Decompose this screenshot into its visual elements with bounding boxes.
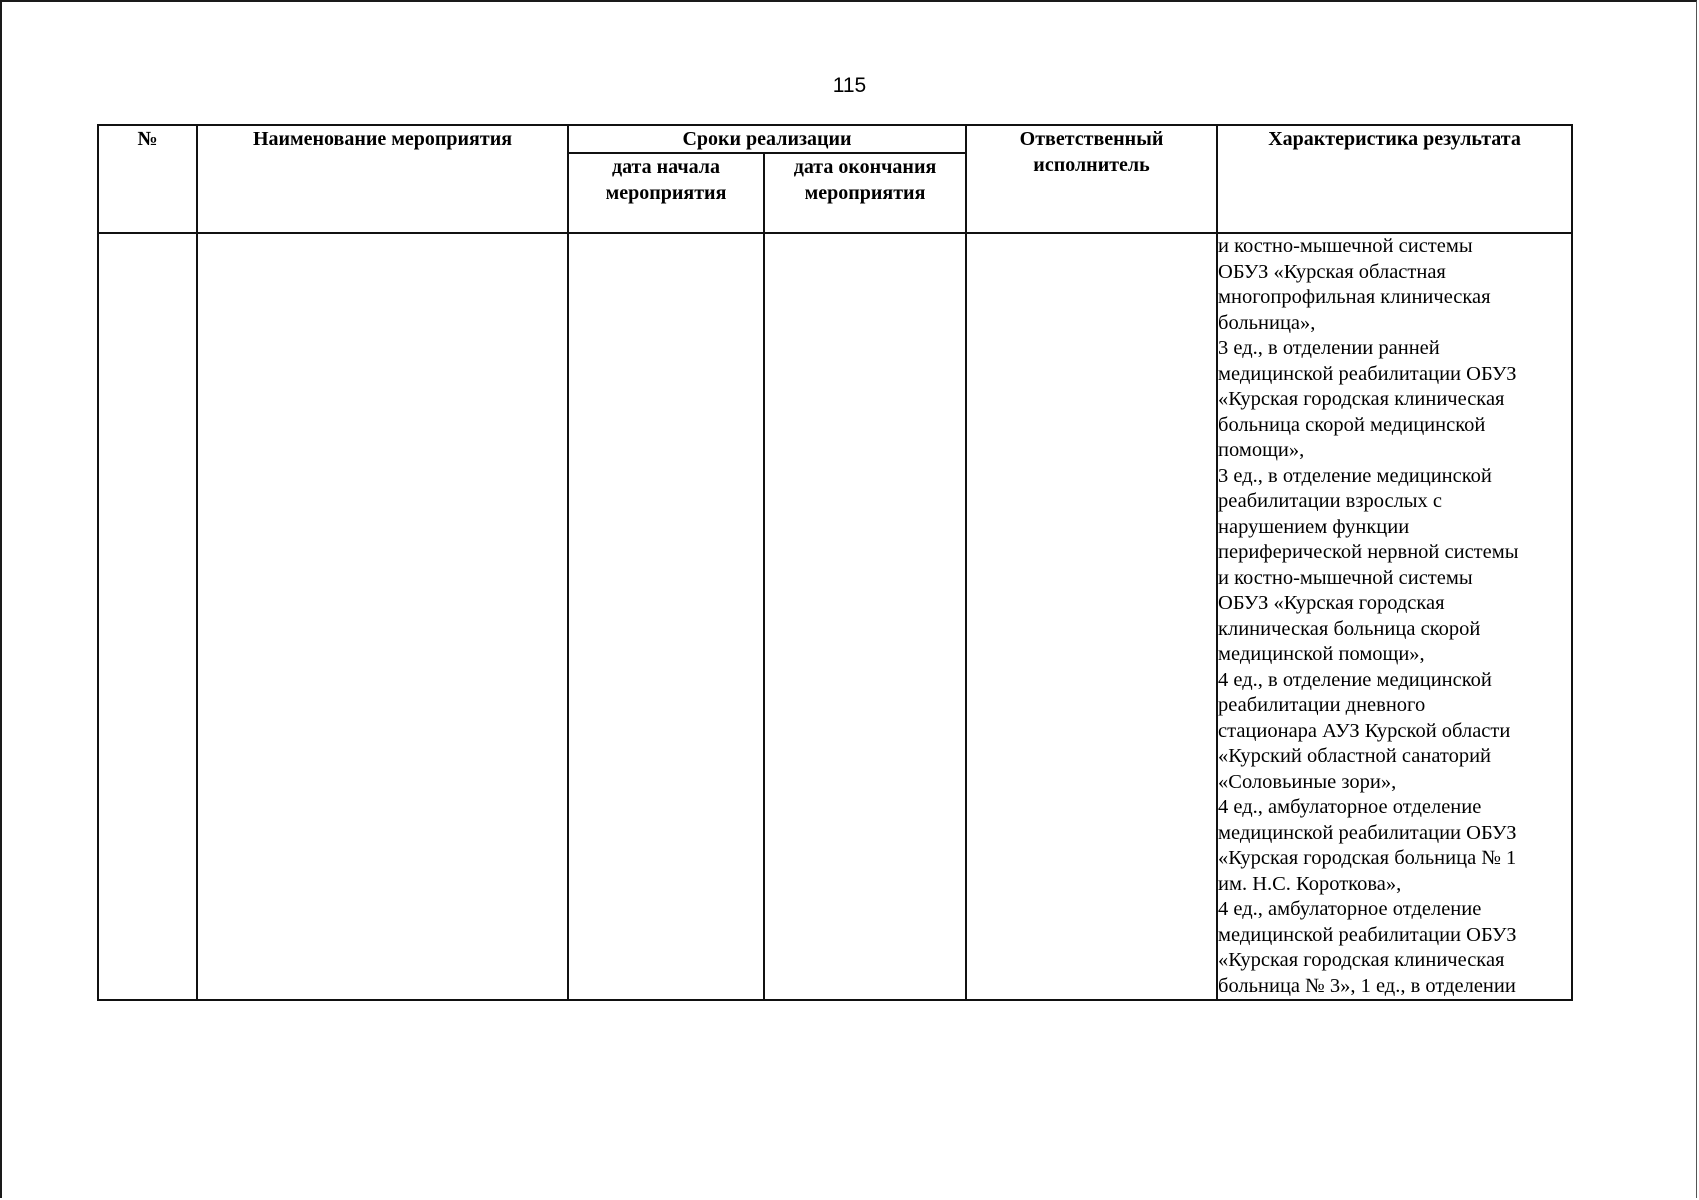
result-text-line: 3 ед., в отделение медицинской (1218, 464, 1492, 487)
result-text-line: медицинской помощи», (1218, 643, 1425, 665)
header-implementation-terms: Сроки реализации (568, 125, 966, 153)
result-text-line: медицинской реабилитации ОБУЗ (1218, 821, 1517, 844)
result-text-line: им. Н.С. Короткова», (1218, 872, 1402, 895)
result-text-line: ОБУЗ «Курская областная (1218, 260, 1446, 283)
cell-event-name (197, 233, 568, 1000)
header-result: Характеристика результата (1217, 125, 1572, 233)
result-text-line: «Курская городская клиническая (1218, 388, 1505, 410)
cell-start-date (568, 233, 764, 1000)
result-text-line: 4 ед., в отделение медицинской (1218, 668, 1492, 691)
header-event-name: Наименование мероприятия (197, 125, 568, 233)
result-text-line: медицинской реабилитации ОБУЗ (1218, 362, 1517, 385)
result-text-line: больница № 3», 1 ед., в отделении (1218, 974, 1516, 997)
result-text-line: стационара АУЗ Курской области (1218, 719, 1511, 742)
result-text-line: и костно-мышечной системы (1218, 235, 1473, 257)
header-row-main (98, 125, 1572, 153)
events-table (97, 124, 1573, 1001)
result-text-line: ОБУЗ «Курская городская (1218, 592, 1445, 614)
result-text-line: 3 ед., в отделении ранней (1218, 337, 1440, 359)
result-text-line: медицинской реабилитации ОБУЗ (1218, 923, 1517, 946)
result-text-line: реабилитации дневного (1218, 694, 1426, 716)
header-number: № (98, 125, 197, 233)
cell-responsible (966, 233, 1217, 1000)
page-number: 115 (832, 74, 867, 97)
result-text-line: «Курская городская больница № 1 (1218, 847, 1517, 869)
result-text-line: больница», (1218, 311, 1316, 334)
result-text-line: и костно-мышечной системы (1218, 566, 1473, 589)
cell-number (98, 233, 197, 1000)
header-responsible: Ответственный исполнитель (966, 125, 1217, 233)
result-text-line: 4 ед., амбулаторное отделение (1218, 796, 1482, 818)
result-text-line: больница скорой медицинской (1218, 413, 1486, 436)
table-row (98, 233, 1572, 1000)
result-text-line: реабилитации взрослых с (1218, 490, 1443, 512)
result-text-line: клиническая больница скорой (1218, 617, 1481, 640)
result-text-line: периферической нервной системы (1218, 541, 1519, 563)
result-text-line: помощи», (1218, 439, 1305, 461)
result-text-line: «Курский областной санаторий (1218, 745, 1492, 767)
result-text-line: нарушением функции (1218, 515, 1410, 538)
cell-end-date (764, 233, 966, 1000)
header-start-date: дата начала мероприятия (568, 153, 764, 233)
result-text-line: 4 ед., амбулаторное отделение (1218, 898, 1482, 920)
result-text-line: многопрофильная клиническая (1218, 286, 1491, 308)
result-text-line: «Соловьиные зори», (1218, 770, 1397, 793)
result-text-line: «Курская городская клиническая (1218, 949, 1505, 971)
header-end-date: дата окончания мероприятия (764, 153, 966, 233)
cell-result (1217, 233, 1572, 1000)
